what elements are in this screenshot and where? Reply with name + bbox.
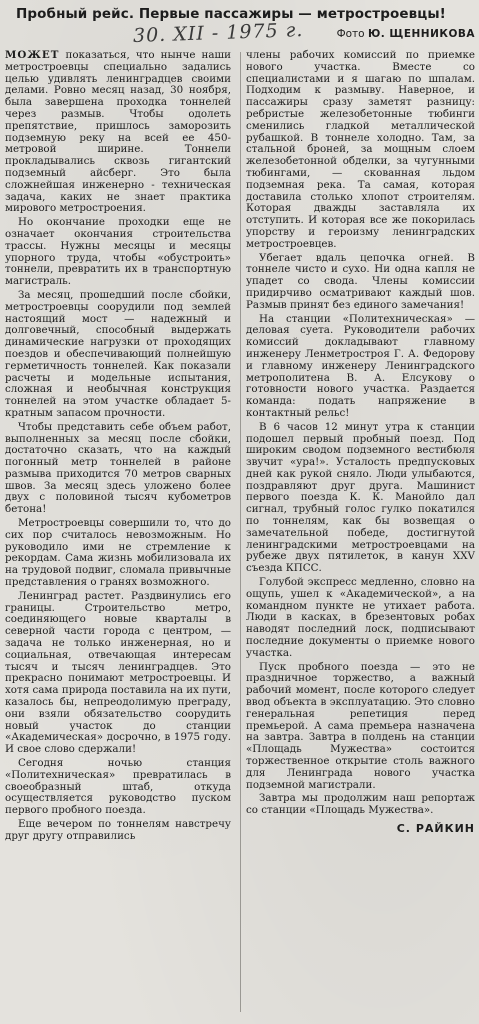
paragraph: Убегает вдаль цепочка огней. В тоннеле чисто и сухо. Ни одна капля не упадет со свода. Члены комиссии придирчиво осматривают каждый шов. Размыв принят без единого замечания! <box>246 251 475 311</box>
paragraph: Чтобы представить себе объем работ, выполненных за месяц после сбойки, достаточно сказать, что на каждый погонный метр тоннелей в районе размыва приходится 70 метров сварных швов. За месяц здесь уложено более двух с половиной тысяч кубометров бетона! <box>5 420 231 516</box>
paragraph: Еще вечером по тоннелям навстречу друг другу отправились <box>5 818 231 842</box>
paragraph: Ленинград растет. Раздвинулись его границы. Строительство метро, соединяющего новые кварталы в северной части города с центром, — задача не только инженерная, но и социальная, отвечающая интересам тысяч и тысяч ленинградцев. Это прекрасно понимают метростроевцы. И хотя сама природа поставила на их пути, казалось бы, непреодолимую преграду, они взяли обязательство соорудить новый участок до станции «Академическая» досрочно, в 1975 году. И свое слово сдержали! <box>5 589 231 756</box>
headline: Пробный рейс. Первые пассажиры — метростроевцы! <box>16 6 446 22</box>
paragraph-text: показаться, что нынче наши метростроевцы специально задались целью удивлять ленинградцев своими делами. Ровно месяц назад, 30 ноября, была завершена проходка тоннелей через размыв. Чтобы одолеть препятствие, пришлось заморозить подземную реку на всей ее 450-метровой ширине. Тоннели прокладывались сквозь гигантский подземный айсберг. Это была сложнейшая инженерно - техническая задача, каких не знает практика мирового метростроения. <box>5 49 231 215</box>
handwritten-date: 30. XII - 1975 г. <box>132 19 304 47</box>
author-signature: С. РАЙКИН <box>396 822 475 835</box>
paragraph: Голубой экспресс медленно, словно на ощупь, ушел к «Академической», а на командном пункте не утихает работа. Люди в касках, в брезентовых робах наводят последний лоск, подписывают последние документы о приемке нового участка. <box>246 576 475 659</box>
paragraph: В 6 часов 12 минут утра к станции подошел первый пробный поезд. Под широким сводом подземного вестибюля звучит «ура!». Усталость предпусковых дней как рукой сняло. Люди улыбаются, поздравляют друг друга. Машинист первого поезда К. К. Манойло дал сигнал, трубный голос гулко покатился по тоннелям, как бы возвещая о замечательной победе, достигнутой ленинградскими метростроевцами на рубеже двух пятилеток, в канун XXV съезда КПСС. <box>246 420 475 575</box>
paragraph: На станции «Политехническая» — деловая суета. Руководители рабочих комиссий докладывают главному инженеру Ленметростроя Г. А. Федорову и главному инженеру Ленинградского метрополитена В. А. Елсукову о готовности нового участка. Раздается команда: подать напряжение в контактный рельс! <box>246 312 475 419</box>
photographer-name: Ю. ЩЕННИКОВА <box>367 28 475 40</box>
paragraph: Пуск пробного поезда — это не праздничное торжество, а важный рабочий момент, после которого следует ввод объекта в эксплуатацию. Это словно генеральная репетиция перед премьерой. А сама премьера назначена на завтра. Завтра в полдень на станции «Площадь Мужества» состоится торжественное открытие столь важного для Ленинграда нового участка подземной магистрали. <box>246 660 475 791</box>
paragraph: Но окончание проходки еще не означает окончания строительства трассы. Нужны месяцы и месяцы упорного труда, чтобы «обустроить» тоннели, превратить их в транспортную магистраль. <box>5 216 231 288</box>
photo-credit <box>300 28 475 40</box>
photo-credit-label: Фото <box>336 28 365 40</box>
paragraph: Завтра мы продолжим наш репортаж со станции «Площадь Мужества». <box>246 792 475 817</box>
lead-word: МОЖЕТ <box>5 49 60 61</box>
article-column-left <box>5 50 231 1024</box>
paragraph: Метростроевцы совершили то, что до сих пор считалось невозможным. Но руководило ими не стремление к рекордам. Сама жизнь мобилизовала их на трудовой подвиг, сломала привычные представления о гранях возможного. <box>5 517 231 589</box>
column-divider <box>240 52 241 1012</box>
paragraph: члены рабочих комиссий по приемке нового участка. Вместе со специалистами и я шагаю по шпалам. Подходим к размыву. Наверное, и пассажиры сразу заметят разницу: ребристые железобетонные тюбинги сменились гладкой металлической рубашкой. В тоннеле холодно. Там, за стальной броней, за мощным слоем железобетонной обделки, за чугунными тюбингами, — скованная льдом подземная река. Та самая, которая доставила столько хлопот строителям. Которая дважды заставляла их отступить. И которая все же покорилась упорству и героизму ленинградских метростроевцев. <box>246 49 475 250</box>
paragraph: За месяц, прошедший после сбойки, метростроевцы соорудили под землей настоящий мост — надежный и долговечный, способный выдержать динамические нагрузки от проходящих поездов и обеспечивающий полнейшую герметичность тоннелей. Как показали расчеты и модельные испытания, сложная и необычная конструкция тоннелей на этом участке обладает 5-кратным запасом прочности. <box>5 288 231 419</box>
paragraph <box>5 50 231 215</box>
paragraph: Сегодня ночью станция «Политехническая» превратилась в своеобразный штаб, откуда осуществляется руководство пуском первого пробного поезда. <box>5 757 231 817</box>
article-column-right <box>246 50 475 1024</box>
